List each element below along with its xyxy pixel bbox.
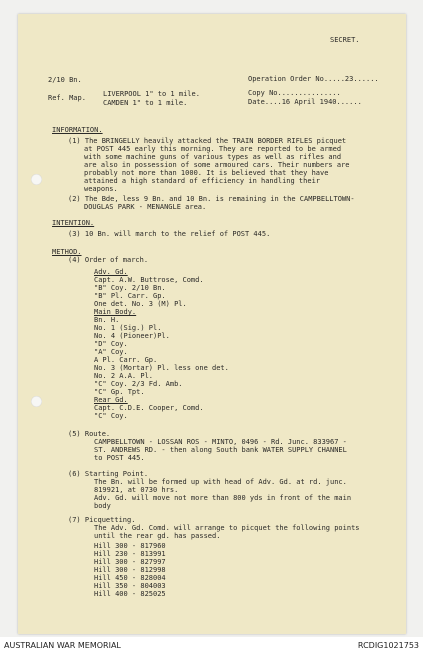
- list-item: "B" Coy. 2/10 Bn.: [94, 284, 166, 292]
- text-line: to POST 445.: [94, 454, 145, 462]
- list-item: A Pl. Carr. Gp.: [94, 356, 158, 364]
- map-liverpool: LIVERPOOL 1" to 1 mile.: [103, 90, 200, 98]
- text-line: until the rear gd. has passed.: [94, 532, 221, 540]
- list-item: No. 3 (Mortar) Pl. less one det.: [94, 364, 229, 372]
- list-item: One det. No. 3 (M) Pl.: [94, 300, 187, 308]
- text-line: with some machine guns of various types as well as rifles and: [84, 153, 342, 161]
- archive-id: RCDIG1021753: [357, 641, 419, 650]
- text-line: are also in possession of some armoured cars. Their numbers are: [84, 161, 350, 169]
- hill-point: Hill 450 - 828004: [94, 574, 166, 582]
- text-line: attained a high standard of efficiency in handling their: [84, 177, 321, 185]
- text-line: ST. ANDREWS RD. - then along South bank WATER SUPPLY CHANNEL: [94, 446, 347, 454]
- route-heading: (5) Route.: [68, 430, 111, 438]
- hill-point: Hill 300 - 827997: [94, 558, 166, 566]
- list-item: No. 1 (Sig.) Pl.: [94, 324, 162, 332]
- archive-name: AUSTRALIAN WAR MEMORIAL: [4, 641, 121, 650]
- text-line: (2) The Bde, less 9 Bn. and 10 Bn. is remaining in the CAMPBELLTOWN-: [68, 195, 355, 203]
- list-item: No. 2 A.A. Pl.: [94, 372, 154, 380]
- text-line: Adv. Gd. will move not more than 800 yds in front of the main: [94, 494, 352, 502]
- text-line: probably not more than 1000. It is believed that they have: [84, 169, 329, 177]
- copy-no: Copy No...............: [248, 89, 341, 97]
- punch-hole-top: [31, 174, 42, 185]
- information-heading: INFORMATION.: [52, 126, 103, 134]
- text-line: The Bn. will be formed up with head of Adv. Gd. at rd. junc.: [94, 478, 347, 486]
- hill-point: Hill 300 - 817960: [94, 542, 166, 550]
- list-item: "C" Coy. 2/3 Fd. Amb.: [94, 380, 183, 388]
- text-line: at POST 445 early this morning. They are reported to be armed: [84, 145, 342, 153]
- method-heading: METHOD.: [52, 248, 82, 256]
- picquetting-heading: (7) Picquetting.: [68, 516, 136, 524]
- text-line: body: [94, 502, 111, 510]
- list-item: "A" Coy.: [94, 348, 128, 356]
- document-page: [18, 14, 406, 634]
- operation-order-label: Operation Order No.....23......: [248, 75, 379, 83]
- list-item: "B" Pl. Carr. Gp.: [94, 292, 166, 300]
- unit-label: 2/10 Bn.: [48, 76, 82, 84]
- list-item: Rear Gd.: [94, 396, 128, 404]
- secret-label: SECRET.: [330, 36, 360, 44]
- order-date: Date....16 April 1940......: [248, 98, 362, 106]
- list-item: "C" Gp. Tpt.: [94, 388, 145, 396]
- text-line: weapons.: [84, 185, 118, 193]
- list-item: Capt. C.D.E. Cooper, Comd.: [94, 404, 204, 412]
- hill-point: Hill 300 - 812998: [94, 566, 166, 574]
- archive-footer: [0, 637, 423, 654]
- list-item: Capt. A.W. Buttrose, Comd.: [94, 276, 204, 284]
- list-item: No. 4 (Pioneer)Pl.: [94, 332, 170, 340]
- text-line: DOUGLAS PARK - MENANGLE area.: [84, 203, 207, 211]
- hill-point: Hill 230 - 813991: [94, 550, 166, 558]
- text-line: The Adv. Gd. Comd. will arrange to picquet the following points: [94, 524, 360, 532]
- starting-point-heading: (6) Starting Point.: [68, 470, 149, 478]
- map-camden: CAMDEN 1" to 1 mile.: [103, 99, 188, 107]
- punch-hole-bottom: [31, 396, 42, 407]
- intention-heading: INTENTION.: [52, 219, 95, 227]
- hill-point: Hill 350 - 804003: [94, 582, 166, 590]
- intention-text: (3) 10 Bn. will march to the relief of POST 445.: [68, 230, 271, 238]
- text-line: CAMPBELLTOWN - LOSSAN ROS - MINTO, 0496 - Rd. Junc. 833967 -: [94, 438, 347, 446]
- text-line: 819921, at 0730 hrs.: [94, 486, 179, 494]
- list-item: Main Body.: [94, 308, 137, 316]
- hill-point: Hill 400 - 825025: [94, 590, 166, 598]
- text-line: (1) The BRINGELLY heavily attacked the TRAIN BORDER RIFLES picquet: [68, 137, 347, 145]
- list-item: Bn. H.: [94, 316, 120, 324]
- list-item: Adv. Gd.: [94, 268, 128, 276]
- list-item: "D" Coy.: [94, 340, 128, 348]
- list-item: "C" Coy.: [94, 412, 128, 420]
- ref-map-label: Ref. Map.: [48, 94, 86, 102]
- order-of-march-heading: (4) Order of march.: [68, 256, 149, 264]
